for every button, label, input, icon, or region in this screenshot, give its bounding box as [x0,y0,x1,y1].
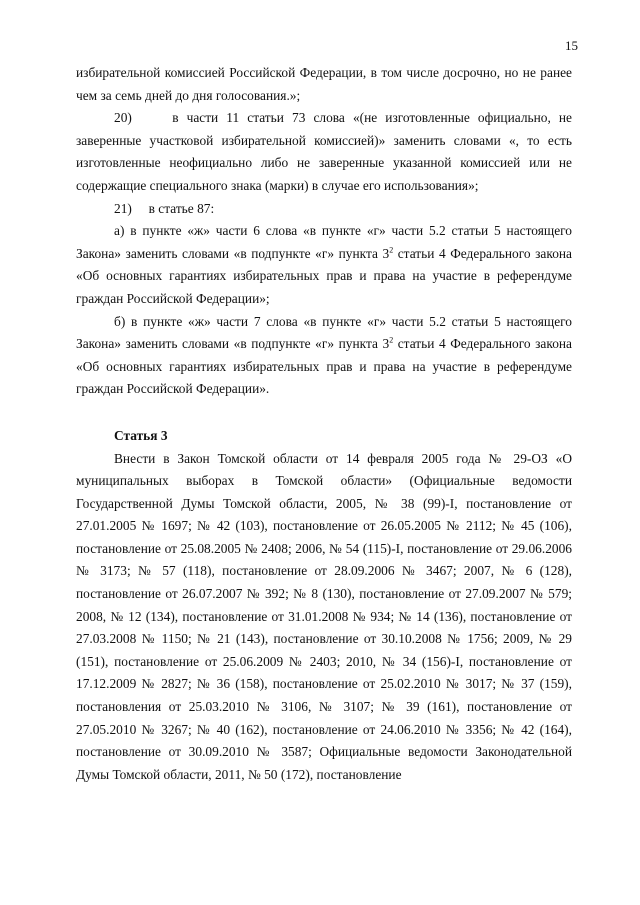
item-a-superscript: 2 [389,245,394,255]
item-b-text-before: б) в пункте «ж» части 7 слова «в пункте «г» части 5.2 статьи 5 настоящего Закона» заменить словами «в подпункте «г» пункта 3 [76,313,572,352]
paragraph: 21) в статье 87: [114,200,215,216]
item-b-text-after: статьи 4 Федерального закона «Об основных гарантиях избирательных прав и права на участие в референдуме граждан Российской Федерации». [76,336,572,397]
paragraph: 20) в части 11 статьи 73 слова «(не изготовленные официально, не заверенные участковой избирательной комиссией)» заменить словами «, то есть изготовленные неофициально либо не заверенные указанной комиссией или не содержащие специального знака (марки) в случае его использования»; [76,110,572,193]
list-item-a [76,220,572,310]
page-number: 15 [565,38,578,53]
list-item-b [76,311,572,401]
paragraph: избирательной комиссией Российской Федерации, в том числе досрочно, но не ранее чем за семь дней до дня голосования.»; [76,65,572,103]
document-body [76,62,572,786]
spacer [76,401,572,425]
item-a-text-before: а) в пункте «ж» части 6 слова «в пункте «г» части 5.2 статьи 5 настоящего Закона» заменить словами «в подпункте «г» пункта 3 [76,223,572,261]
article-heading: Статья 3 [114,427,168,443]
item-b-superscript: 2 [389,335,394,345]
article-body: Внести в Закон Томской области от 14 февраля 2005 года № 29-ОЗ «О муниципальных выборах в Томской области» (Официальные ведомости Государственной Думы Томской области, 2005, № 38 (99)-I, постановление от 27.01.2005 № 1697; № 42 (103), постановление от 26.05.2005 № 2112; № 45 (106), постановление от 25.08.2005 № 2408; 2006, № 54 (115)-I, постановление от 29.06.2006 № 3173; № 57 (118), постановление от 28.09.2006 № 3467; 2007, № 6 (128), постановление от 26.07.2007 № 392; № 8 (130), постановление от 27.09.2007 № 579; 2008, № 12 (134), постановление от 31.01.2008 № 934; № 14 (136), постановление от 27.03.2008 № 1150; № 21 (143), постановление от 30.10.2008 № 1756; 2009, № 29 (151), постановление от 25.06.2009 № 2403; 2010, № 34 (156)-I, постановление от 17.12.2009 № 2827; № 36 (158), постановление от 25.02.2010 № 3017; № 37 (159), постановления от 25.03.2010 № 3106, № 3107; № 39 (161), постановление от 27.05.2010 № 3267; № 40 (162), постановление от 24.06.2010 № 3356; № 42 (164), постановление от 30.09.2010 № 3587; Официальные ведомости Законодательной Думы Томской области, 2011, № 50 (172), постановление [76,450,572,782]
item-a-text-after: статьи 4 Федерального закона «Об основных гарантиях избирательных прав и права на участие в референдуме граждан Российской Федерации»; [76,245,572,306]
